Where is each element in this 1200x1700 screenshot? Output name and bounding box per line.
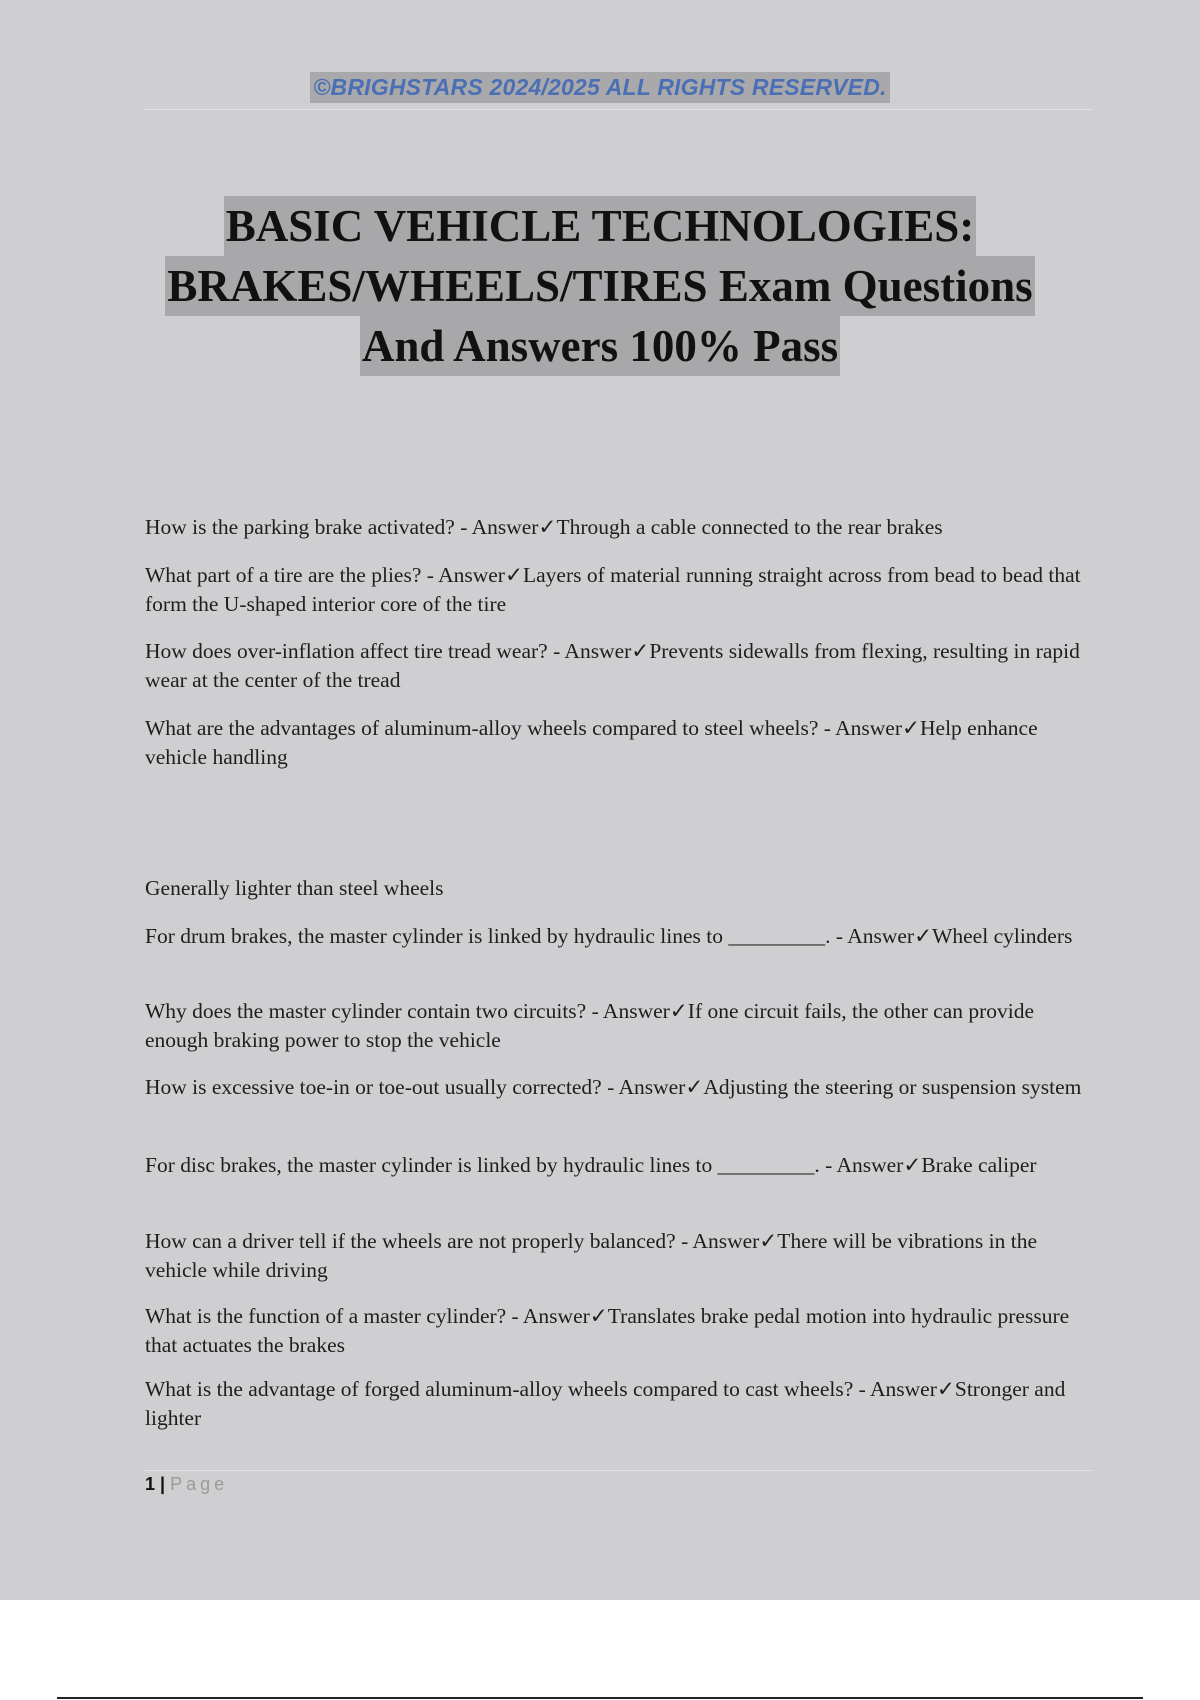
footer-separator: | <box>155 1474 171 1494</box>
page-label: Page <box>170 1474 229 1494</box>
document-title <box>100 196 1100 376</box>
bottom-divider <box>57 1697 1143 1699</box>
qa-item: What are the advantages of aluminum-alloy wheels compared to steel wheels? - Answer✓Help enhance vehicle handling <box>145 716 1038 769</box>
qa-item: How is the parking brake activated? - Answer✓Through a cable connected to the rear brakes <box>145 515 943 539</box>
title-line-3: And Answers 100% Pass <box>360 316 840 376</box>
page-footer <box>145 1474 228 1495</box>
qa-item: How is excessive toe-in or toe-out usually corrected? - Answer✓Adjusting the steering or suspension system <box>145 1075 1082 1099</box>
qa-item: What is the advantage of forged aluminum-alloy wheels compared to cast wheels? - Answer✓Stronger and lighter <box>145 1377 1066 1430</box>
title-line-2: BRAKES/WHEELS/TIRES Exam Questions <box>165 256 1034 316</box>
page-number: 1 <box>145 1474 156 1494</box>
header-divider <box>143 109 1093 110</box>
copyright-notice: ©BRIGHSTARS 2024/2025 ALL RIGHTS RESERVED. <box>310 72 889 103</box>
qa-item: For drum brakes, the master cylinder is linked by hydraulic lines to _________. - Answer✓Wheel cylinders <box>145 924 1073 948</box>
page-header <box>0 72 1200 103</box>
footer-divider <box>143 1470 1093 1471</box>
qa-item: Generally lighter than steel wheels <box>145 876 444 900</box>
title-line-1: BASIC VEHICLE TECHNOLOGIES: <box>224 196 977 256</box>
qa-item: What part of a tire are the plies? - Answer✓Layers of material running straight across from bead to bead that form the U-shaped interior core of the tire <box>145 563 1081 616</box>
qa-item: For disc brakes, the master cylinder is linked by hydraulic lines to _________. - Answer✓Brake caliper <box>145 1153 1037 1177</box>
qa-item: How can a driver tell if the wheels are not properly balanced? - Answer✓There will be vibrations in the vehicle while driving <box>145 1229 1038 1282</box>
qa-item: What is the function of a master cylinder? - Answer✓Translates brake pedal motion into hydraulic pressure that actuates the brakes <box>145 1304 1070 1357</box>
qa-item: How does over-inflation affect tire tread wear? - Answer✓Prevents sidewalls from flexing, resulting in rapid wear at the center of the tread <box>145 639 1080 692</box>
qa-item: Why does the master cylinder contain two circuits? - Answer✓If one circuit fails, the other can provide enough braking power to stop the vehicle <box>145 999 1035 1052</box>
